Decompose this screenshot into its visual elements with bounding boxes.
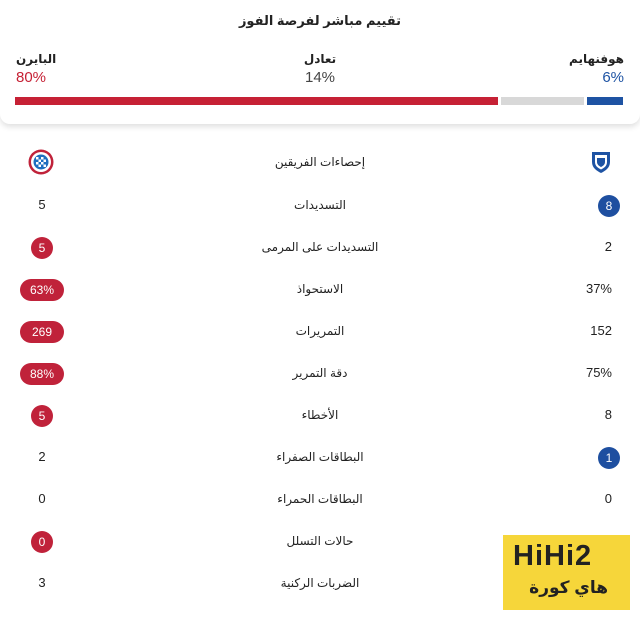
stat-label: الأخطاء <box>301 408 339 422</box>
win-probability-title: تقييم مباشر لفرصة الفوز <box>238 13 402 28</box>
stat-label: الاستحواذ <box>296 282 344 296</box>
stat-label: دقة التمرير <box>292 366 348 380</box>
stat-left-value: 2 <box>38 449 46 464</box>
stat-row <box>0 352 640 394</box>
stat-label: التسديدات <box>294 198 346 212</box>
watermark-latin-text: HiHi2 <box>513 540 593 572</box>
stat-left-value: 5 <box>38 197 46 212</box>
hoffenheim-crest-icon <box>590 140 612 184</box>
stat-left-value: 3 <box>38 575 46 590</box>
draw-probability-bar <box>501 97 584 105</box>
stat-left-value: 5 <box>31 237 53 259</box>
stat-left-value: 0 <box>31 531 53 553</box>
away-probability-bar <box>15 97 498 105</box>
site-watermark-logo <box>503 535 630 610</box>
away-team-name: البايرن <box>16 52 57 66</box>
stat-right-value: 0 <box>604 491 612 506</box>
stat-left-value: 0 <box>38 491 46 506</box>
draw-label: تعادل <box>303 52 337 66</box>
stats-header-row <box>0 140 640 184</box>
stat-left-value: 88% <box>20 363 64 385</box>
home-outcome <box>569 52 624 88</box>
stat-label: البطاقات الحمراء <box>277 492 363 506</box>
stat-left-value: 63% <box>20 279 64 301</box>
stat-right-value: 1 <box>598 447 620 469</box>
stat-label: حالات التسلل <box>286 534 354 548</box>
stat-label: التمريرات <box>295 324 345 338</box>
bayern-crest-icon <box>28 140 54 184</box>
away-outcome <box>16 52 56 88</box>
home-team-name: هوفنهايم <box>569 52 624 66</box>
stats-header-label: إحصاءات الفريقين <box>274 155 366 169</box>
stat-right-value: 75% <box>585 365 612 380</box>
draw-percent: 14% <box>304 69 336 86</box>
stat-left-value: 269 <box>20 321 64 343</box>
stat-right-value: 152 <box>590 323 612 338</box>
stat-label: البطاقات الصفراء <box>276 450 364 464</box>
stat-label: الضربات الركنية <box>280 576 360 590</box>
stat-right-value: 37% <box>585 281 612 296</box>
stat-row <box>0 184 640 226</box>
stat-row <box>0 310 640 352</box>
home-probability-bar <box>587 97 623 105</box>
watermark-arabic-text: هاي كورة <box>529 578 608 597</box>
win-probability-card <box>0 0 640 124</box>
home-win-percent: 6% <box>602 69 624 86</box>
stat-label: التسديدات على المرمى <box>261 240 379 254</box>
stat-right-value: 8 <box>598 195 620 217</box>
stat-row <box>0 226 640 268</box>
stat-right-value: 8 <box>604 407 612 422</box>
stat-right-value: 2 <box>604 239 612 254</box>
stat-row <box>0 394 640 436</box>
stat-row <box>0 268 640 310</box>
away-win-percent: 80% <box>16 69 47 86</box>
stat-left-value: 5 <box>31 405 53 427</box>
draw-outcome <box>270 52 370 88</box>
stat-row <box>0 436 640 478</box>
stat-row <box>0 478 640 520</box>
